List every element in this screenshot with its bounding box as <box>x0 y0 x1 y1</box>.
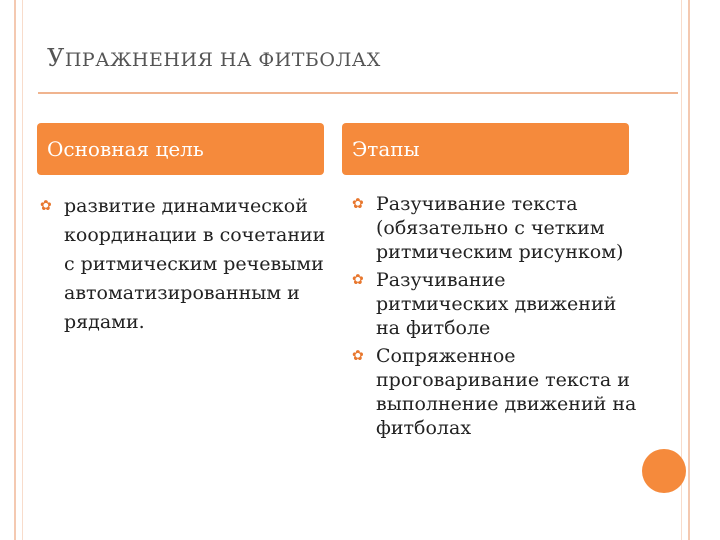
list-item-text: развитие динамической координации в сочетании с ритмическим речевыми автоматизированным и рядами. <box>64 195 326 333</box>
header-stages <box>342 123 629 175</box>
header-main-goal <box>37 123 324 175</box>
title-divider <box>38 92 678 94</box>
flower-bullet-icon: ✿ <box>40 198 52 214</box>
list-item <box>352 344 642 440</box>
slide-title <box>47 44 381 72</box>
header-main-goal-label: Основная цель <box>47 137 204 161</box>
main-goal-list <box>40 192 330 341</box>
list-item-text: Разучивание ритмических движений на фитболе <box>376 269 617 339</box>
flower-bullet-icon: ✿ <box>352 196 364 212</box>
list-item <box>40 192 330 337</box>
decorative-circle <box>642 449 686 493</box>
list-item <box>352 268 642 340</box>
title-initial: У <box>47 44 65 72</box>
list-item-text: Сопряженное проговаривание текста и выполнение движений на фитболах <box>376 345 637 439</box>
flower-bullet-icon: ✿ <box>352 348 364 364</box>
stages-list <box>352 192 642 444</box>
flower-bullet-icon: ✿ <box>352 272 364 288</box>
title-rest: ПРАЖНЕНИЯ НА ФИТБОЛАХ <box>64 49 381 71</box>
list-item-text: Разучивание текста (обязательно с четким ритмическим рисунком) <box>376 193 624 263</box>
list-item <box>352 192 642 264</box>
header-stages-label: Этапы <box>352 137 420 161</box>
